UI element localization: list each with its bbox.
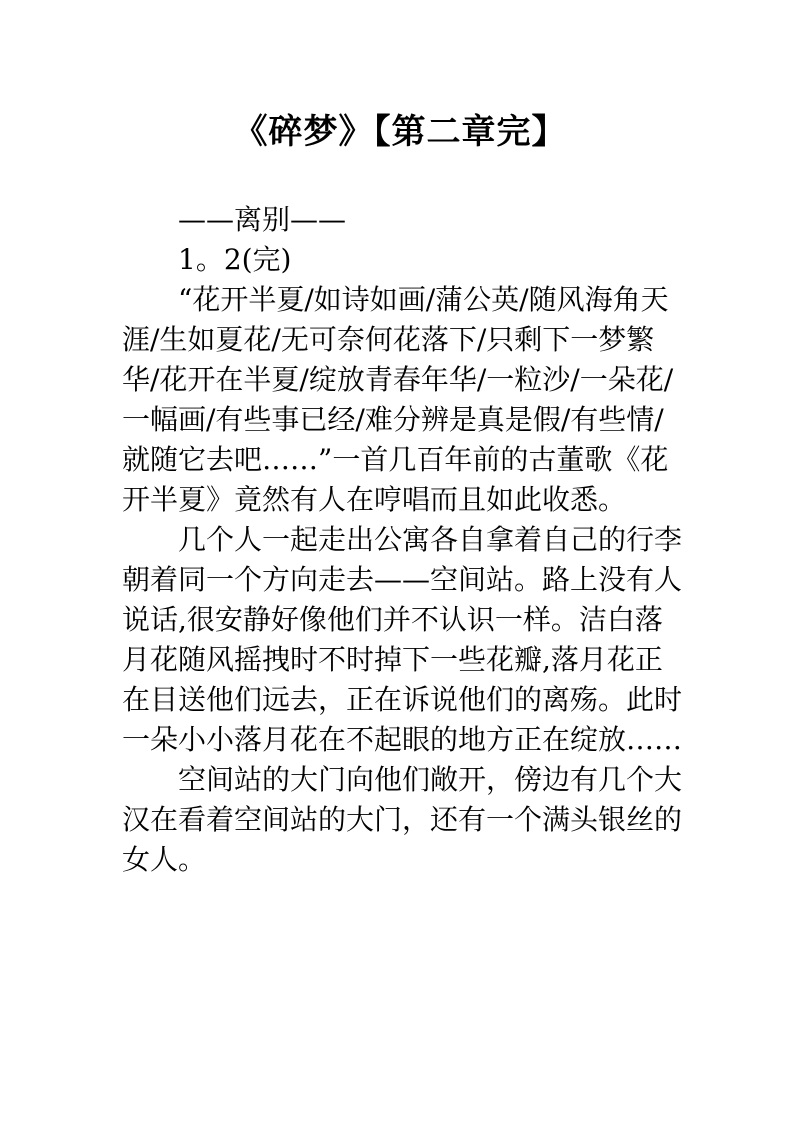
paragraph: 空间站的大门向他们敞开，傍边有几个大汉在看着空间站的大门，还有一个满头银丝的女人。 <box>122 763 683 876</box>
paragraph: 几个人一起走出公寓各自拿着自己的行李朝着同一个方向走去——空间站。路上没有人说话,很安静好像他们并不认识一样。洁白落月花随风摇拽时不时掉下一些花瓣,落月花正在目送他们远去，正在诉说他们的离殇。此时一朵小小落月花在不起眼的地方正在绽放…… <box>122 523 683 756</box>
paragraph: “花开半夏/如诗如画/蒲公英/随风海角天涯/生如夏花/无可奈何花落下/只剩下一梦繁华/花开在半夏/绽放青春年华/一粒沙/一朵花/一幅画/有些事已经/难分辨是真是假/有些情/就随它去吧……”一首几百年前的古董歌《花开半夏》竟然有人在哼唱而且如此收悉。 <box>122 283 674 516</box>
document-title: 《碎梦》【第二章完】 <box>233 112 567 152</box>
section-heading: ——离别—— <box>178 203 347 236</box>
chapter-number: 1。2(完) <box>178 243 292 276</box>
document-body <box>122 200 682 880</box>
